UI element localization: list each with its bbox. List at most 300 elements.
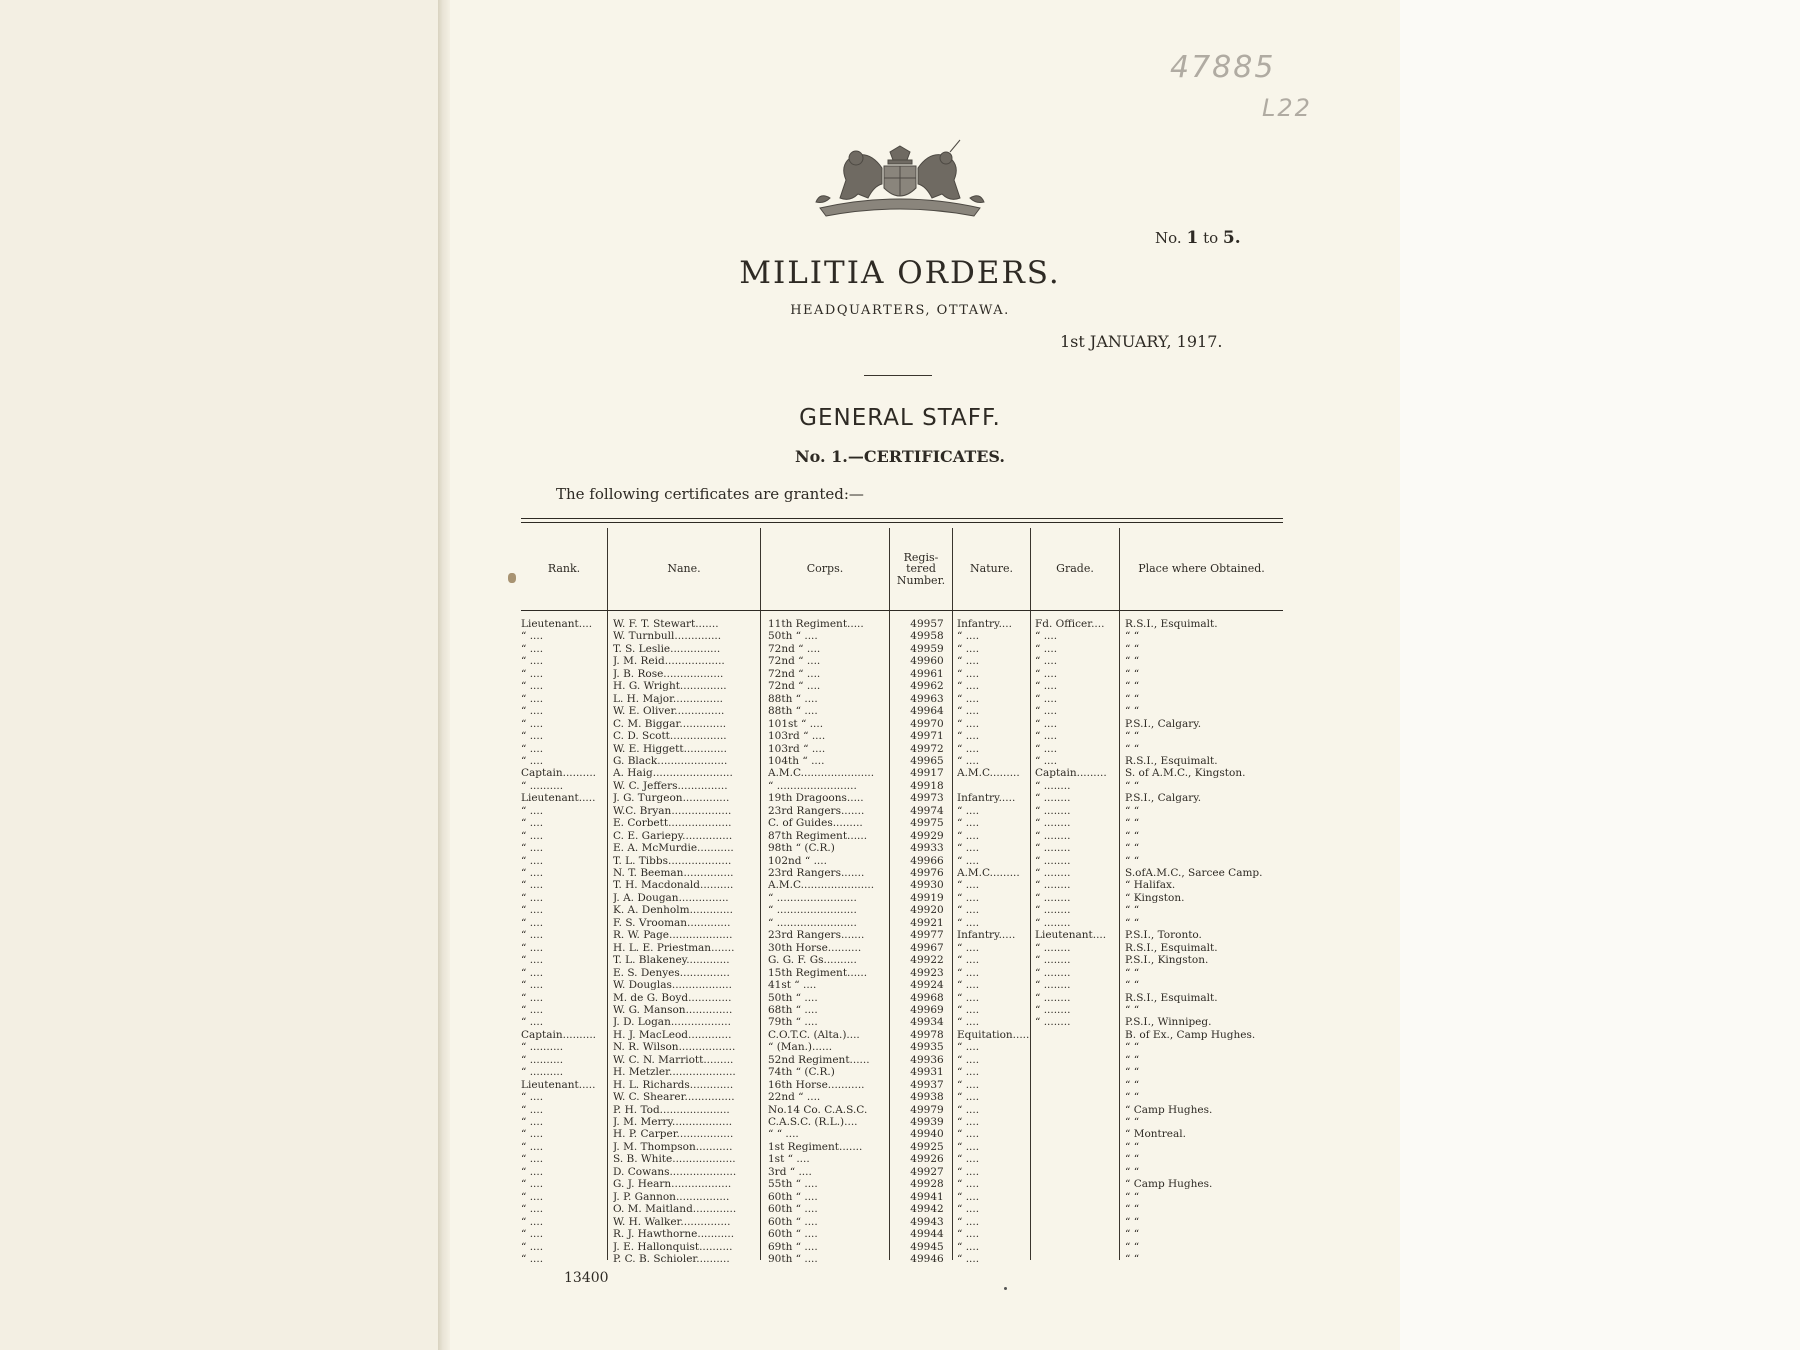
table-row bbox=[521, 992, 1283, 1004]
cell-name: G. Black..................... bbox=[613, 754, 728, 767]
table-row bbox=[521, 942, 1283, 954]
cell-grade: “ ........ bbox=[1035, 891, 1071, 904]
header-corps: Corps. bbox=[761, 528, 889, 611]
cell-corps: 60th “ .... bbox=[768, 1228, 818, 1241]
cell-nature: Infantry..... bbox=[957, 929, 1016, 942]
cell-nature: “ .... bbox=[957, 829, 980, 842]
cell-rank: “ .... bbox=[521, 941, 544, 954]
cell-corps: 72nd “ .... bbox=[768, 680, 821, 693]
cell-corps: 15th Regiment...... bbox=[768, 966, 868, 979]
cell-grade: “ ........ bbox=[1035, 979, 1071, 992]
cell-grade: “ .... bbox=[1035, 717, 1058, 730]
cell-name: W.C. Bryan.................. bbox=[613, 804, 732, 817]
cell-place: “ “ bbox=[1125, 667, 1140, 680]
cell-place: “ “ bbox=[1125, 904, 1140, 917]
cell-rank: “ .... bbox=[521, 1203, 544, 1216]
cell-registered-number: 49918 bbox=[910, 779, 944, 792]
cell-place: “ “ bbox=[1125, 1078, 1140, 1091]
cell-corps: 23rd Rangers....... bbox=[768, 804, 865, 817]
cell-registered-number: 49945 bbox=[910, 1240, 944, 1253]
table-row bbox=[521, 1128, 1283, 1140]
cell-name: M. de G. Boyd............. bbox=[613, 991, 732, 1004]
cell-corps: 60th “ .... bbox=[768, 1203, 818, 1216]
table-row bbox=[521, 879, 1283, 891]
cell-nature: “ .... bbox=[957, 1153, 980, 1166]
cell-name: N. R. Wilson................. bbox=[613, 1041, 736, 1054]
cell-grade: “ ........ bbox=[1035, 954, 1071, 967]
cell-name: J. E. Hallonquist.......... bbox=[613, 1240, 733, 1253]
cell-rank: “ .... bbox=[521, 929, 544, 942]
cell-registered-number: 49965 bbox=[910, 754, 944, 767]
cell-corps: 1st “ .... bbox=[768, 1153, 810, 1166]
cell-registered-number: 49919 bbox=[910, 891, 944, 904]
background-surface bbox=[1400, 0, 1800, 1350]
cell-name: W. E. Higgett............. bbox=[613, 742, 727, 755]
cell-registered-number: 49942 bbox=[910, 1203, 944, 1216]
cell-grade: “ ........ bbox=[1035, 779, 1071, 792]
cell-corps: 41st “ .... bbox=[768, 979, 817, 992]
table-row bbox=[521, 618, 1283, 630]
order-heading bbox=[690, 447, 1110, 466]
paper-speck bbox=[1004, 1287, 1007, 1290]
table-top-rule-inner bbox=[521, 522, 1283, 523]
table-row bbox=[521, 655, 1283, 667]
cell-registered-number: 49920 bbox=[910, 904, 944, 917]
cell-corps: 3rd “ .... bbox=[768, 1165, 812, 1178]
header-rank: Rank. bbox=[521, 528, 607, 611]
cell-registered-number: 49975 bbox=[910, 817, 944, 830]
left-blank-page bbox=[0, 0, 438, 1350]
paper-stain bbox=[508, 573, 516, 583]
cell-rank: Lieutenant..... bbox=[521, 1078, 596, 1091]
order-prefix: No. bbox=[795, 447, 826, 466]
cell-nature: “ .... bbox=[957, 655, 980, 668]
cell-rank: “ .... bbox=[521, 879, 544, 892]
cell-nature: “ .... bbox=[957, 1091, 980, 1104]
table-row bbox=[521, 743, 1283, 755]
cell-name: H. P. Carper................. bbox=[613, 1128, 734, 1141]
cell-corps: 1st Regiment....... bbox=[768, 1140, 863, 1153]
cell-rank: “ .... bbox=[521, 1003, 544, 1016]
cell-name: J. A. Dougan............... bbox=[613, 891, 729, 904]
table-row bbox=[521, 1066, 1283, 1078]
cell-place: “ Camp Hughes. bbox=[1125, 1178, 1213, 1191]
cell-nature: “ .... bbox=[957, 1240, 980, 1253]
cell-place: “ “ bbox=[1125, 779, 1140, 792]
issue-date: 1st JANUARY, 1917. bbox=[1060, 332, 1223, 351]
cell-name: W. H. Walker............... bbox=[613, 1215, 731, 1228]
cell-place: “ “ bbox=[1125, 642, 1140, 655]
cell-nature: “ .... bbox=[957, 717, 980, 730]
cell-rank: “ .... bbox=[521, 916, 544, 929]
cell-rank: “ .... bbox=[521, 991, 544, 1004]
cell-nature: A.M.C......... bbox=[957, 767, 1020, 780]
cell-corps: 103rd “ .... bbox=[768, 730, 826, 743]
cell-place: P.S.I., Calgary. bbox=[1125, 717, 1202, 730]
cell-rank: “ .... bbox=[521, 1140, 544, 1153]
cell-name: H. Metzler.................... bbox=[613, 1066, 736, 1079]
headquarters-line: HEADQUARTERS, OTTAWA. bbox=[790, 303, 1010, 318]
cell-name: P. C. B. Schioler.......... bbox=[613, 1252, 730, 1265]
cell-registered-number: 49967 bbox=[910, 941, 944, 954]
cell-corps: “ (Man.)...... bbox=[768, 1041, 833, 1054]
cell-place: “ “ bbox=[1125, 1240, 1140, 1253]
cell-nature: “ .... bbox=[957, 1128, 980, 1141]
cell-rank: “ .... bbox=[521, 966, 544, 979]
cell-registered-number: 49958 bbox=[910, 630, 944, 643]
cell-registered-number: 49925 bbox=[910, 1140, 944, 1153]
cell-corps: 72nd “ .... bbox=[768, 642, 821, 655]
cell-registered-number: 49973 bbox=[910, 792, 944, 805]
cell-grade: “ .... bbox=[1035, 754, 1058, 767]
cell-nature: Infantry.... bbox=[957, 618, 1012, 630]
cell-rank: “ .... bbox=[521, 1215, 544, 1228]
cell-rank: “ .... bbox=[521, 979, 544, 992]
cell-corps: 101st “ .... bbox=[768, 717, 824, 730]
cell-corps: 50th “ .... bbox=[768, 630, 818, 643]
cell-corps: “ ........................ bbox=[768, 904, 857, 917]
cell-corps: “ ........................ bbox=[768, 779, 857, 792]
cell-place: “ “ bbox=[1125, 1140, 1140, 1153]
cell-rank: “ .... bbox=[521, 1252, 544, 1265]
table-row bbox=[521, 1091, 1283, 1103]
cell-grade: Fd. Officer.... bbox=[1035, 618, 1105, 630]
cell-place: “ “ bbox=[1125, 1053, 1140, 1066]
cell-nature: “ .... bbox=[957, 817, 980, 830]
table-row bbox=[521, 805, 1283, 817]
cell-corps: 23rd Rangers....... bbox=[768, 867, 865, 879]
cell-registered-number: 49936 bbox=[910, 1053, 944, 1066]
cell-place: “ Montreal. bbox=[1125, 1128, 1186, 1141]
cell-name: J. M. Thompson........... bbox=[613, 1140, 733, 1153]
cell-rank: “ .... bbox=[521, 1190, 544, 1203]
cell-name: E. A. McMurdie........... bbox=[613, 842, 734, 855]
header-nature: Nature. bbox=[953, 528, 1030, 611]
cell-registered-number: 49943 bbox=[910, 1215, 944, 1228]
cell-registered-number: 49979 bbox=[910, 1103, 944, 1116]
cell-registered-number: 49924 bbox=[910, 979, 944, 992]
table-row bbox=[521, 718, 1283, 730]
cell-place: “ “ bbox=[1125, 817, 1140, 830]
cell-grade: “ ........ bbox=[1035, 792, 1071, 805]
table-row bbox=[521, 755, 1283, 767]
cell-rank: “ .... bbox=[521, 630, 544, 643]
header-name: Nane. bbox=[608, 528, 760, 611]
cell-corps: 98th “ (C.R.) bbox=[768, 842, 835, 855]
cell-registered-number: 49928 bbox=[910, 1178, 944, 1191]
cell-corps: “ ........................ bbox=[768, 916, 857, 929]
table-row bbox=[521, 1054, 1283, 1066]
cell-grade: “ .... bbox=[1035, 705, 1058, 718]
cell-place: “ “ bbox=[1125, 730, 1140, 743]
cell-name: D. Cowans.................... bbox=[613, 1165, 737, 1178]
cell-corps: 11th Regiment..... bbox=[768, 618, 864, 630]
cell-rank: “ .... bbox=[521, 867, 544, 879]
cell-nature: “ .... bbox=[957, 1003, 980, 1016]
cell-corps: No.14 Co. C.A.S.C. bbox=[768, 1103, 868, 1116]
cell-place: “ “ bbox=[1125, 1228, 1140, 1241]
cell-corps: 50th “ .... bbox=[768, 991, 818, 1004]
cell-corps: C.A.S.C. (R.L.).... bbox=[768, 1116, 858, 1128]
cell-nature: “ .... bbox=[957, 1066, 980, 1079]
intro-sentence: The following certificates are granted:— bbox=[556, 485, 864, 503]
table-row bbox=[521, 730, 1283, 742]
cell-name: S. B. White................... bbox=[613, 1153, 736, 1166]
cell-registered-number: 49937 bbox=[910, 1078, 944, 1091]
cell-name: N. T. Beeman............... bbox=[613, 867, 734, 879]
cell-registered-number: 49938 bbox=[910, 1091, 944, 1104]
cell-corps: 88th “ .... bbox=[768, 705, 818, 718]
cell-grade: Captain......... bbox=[1035, 767, 1107, 780]
numbers-to: 5. bbox=[1222, 228, 1241, 248]
pencil-note-number: 47885 bbox=[1170, 50, 1276, 85]
cell-place: R.S.I., Esquimalt. bbox=[1125, 941, 1218, 954]
cell-name: W. F. T. Stewart....... bbox=[613, 618, 719, 630]
cell-name: H. G. Wright.............. bbox=[613, 680, 727, 693]
table-row bbox=[521, 1041, 1283, 1053]
cell-rank: “ .... bbox=[521, 667, 544, 680]
cell-corps: 88th “ .... bbox=[768, 692, 818, 705]
table-row bbox=[521, 668, 1283, 680]
cell-corps: G. G. F. Gs.......... bbox=[768, 954, 857, 967]
cell-corps: 19th Dragoons..... bbox=[768, 792, 864, 805]
table-row bbox=[521, 1153, 1283, 1165]
cell-nature: “ .... bbox=[957, 705, 980, 718]
cell-corps: 60th “ .... bbox=[768, 1190, 818, 1203]
cell-rank: “ .... bbox=[521, 1165, 544, 1178]
cell-name: C. M. Biggar.............. bbox=[613, 717, 727, 730]
cell-grade: Lieutenant.... bbox=[1035, 929, 1107, 942]
cell-registered-number: 49957 bbox=[910, 618, 944, 630]
cell-registered-number: 49923 bbox=[910, 966, 944, 979]
numbers-to-word: to bbox=[1203, 229, 1219, 247]
table-row bbox=[521, 1166, 1283, 1178]
cell-name: E. S. Denyes............... bbox=[613, 966, 730, 979]
cell-rank: “ .... bbox=[521, 1091, 544, 1104]
cell-registered-number: 49927 bbox=[910, 1165, 944, 1178]
cell-place: P.S.I., Winnipeg. bbox=[1125, 1016, 1212, 1029]
table-row bbox=[521, 892, 1283, 904]
cell-corps: 72nd “ .... bbox=[768, 667, 821, 680]
cell-name: L. H. Major............... bbox=[613, 692, 723, 705]
cell-nature: “ .... bbox=[957, 979, 980, 992]
cell-name: F. S. Vrooman............. bbox=[613, 916, 731, 929]
cell-registered-number: 49969 bbox=[910, 1003, 944, 1016]
table-row bbox=[521, 767, 1283, 779]
cell-name: R. W. Page................... bbox=[613, 929, 733, 942]
numbers-prefix: No. bbox=[1155, 229, 1182, 247]
cell-nature: “ .... bbox=[957, 1116, 980, 1128]
cell-nature: “ .... bbox=[957, 742, 980, 755]
cell-nature: “ .... bbox=[957, 966, 980, 979]
cell-name: J. P. Gannon................ bbox=[613, 1190, 730, 1203]
cell-rank: “ .......... bbox=[521, 1053, 564, 1066]
cell-place: “ “ bbox=[1125, 1190, 1140, 1203]
cell-corps: 16th Horse........... bbox=[768, 1078, 865, 1091]
cell-place: “ “ bbox=[1125, 680, 1140, 693]
cell-place: “ “ bbox=[1125, 655, 1140, 668]
cell-corps: 52nd Regiment...... bbox=[768, 1053, 870, 1066]
cell-rank: “ .... bbox=[521, 655, 544, 668]
cell-place: “ “ bbox=[1125, 742, 1140, 755]
cell-name: H. J. MacLeod............. bbox=[613, 1028, 732, 1041]
page-number: 13400 bbox=[564, 1270, 609, 1286]
cell-nature: “ .... bbox=[957, 1016, 980, 1029]
cell-corps: 30th Horse.......... bbox=[768, 941, 862, 954]
cell-grade: “ ........ bbox=[1035, 941, 1071, 954]
cell-nature: “ .... bbox=[957, 692, 980, 705]
cell-corps: A.M.C...................... bbox=[768, 879, 875, 892]
cell-corps: “ ........................ bbox=[768, 891, 857, 904]
cell-registered-number: 49966 bbox=[910, 854, 944, 867]
cell-corps: 69th “ .... bbox=[768, 1240, 818, 1253]
cell-rank: “ .... bbox=[521, 804, 544, 817]
table-row bbox=[521, 1079, 1283, 1091]
table-row bbox=[521, 830, 1283, 842]
cell-rank: “ .... bbox=[521, 842, 544, 855]
cell-registered-number: 49977 bbox=[910, 929, 944, 942]
document-title: MILITIA ORDERS. bbox=[739, 255, 1061, 291]
cell-rank: “ .......... bbox=[521, 1041, 564, 1054]
cell-registered-number: 49929 bbox=[910, 829, 944, 842]
cell-name: C. D. Scott................. bbox=[613, 730, 727, 743]
cell-name: W. E. Oliver............... bbox=[613, 705, 725, 718]
cell-nature: “ .... bbox=[957, 1053, 980, 1066]
cell-place: “ Kingston. bbox=[1125, 891, 1185, 904]
cell-grade: “ ........ bbox=[1035, 829, 1071, 842]
cell-corps: 60th “ .... bbox=[768, 1215, 818, 1228]
cell-nature: “ .... bbox=[957, 1203, 980, 1216]
table-row bbox=[521, 842, 1283, 854]
cell-nature: “ .... bbox=[957, 891, 980, 904]
table-row bbox=[521, 1203, 1283, 1215]
cell-grade: “ ........ bbox=[1035, 966, 1071, 979]
cell-nature: A.M.C......... bbox=[957, 867, 1020, 879]
cell-name: J. M. Merry.................. bbox=[613, 1116, 733, 1128]
title-divider bbox=[864, 375, 932, 376]
cell-corps: C. of Guides......... bbox=[768, 817, 863, 830]
cell-corps: 23rd Rangers....... bbox=[768, 929, 865, 942]
pencil-note-code: L22 bbox=[1262, 94, 1312, 122]
cell-rank: Lieutenant.... bbox=[521, 618, 593, 630]
cell-name: A. Haig........................ bbox=[613, 767, 733, 780]
table-row bbox=[521, 954, 1283, 966]
cell-name: J. G. Turgeon.............. bbox=[613, 792, 730, 805]
table-row bbox=[521, 855, 1283, 867]
cell-rank: “ .... bbox=[521, 1128, 544, 1141]
cell-registered-number: 49917 bbox=[910, 767, 944, 780]
cell-grade: “ .... bbox=[1035, 692, 1058, 705]
royal-coat-of-arms-icon bbox=[800, 138, 1000, 223]
cell-place: “ “ bbox=[1125, 692, 1140, 705]
cell-name: T. L. Blakeney............. bbox=[613, 954, 730, 967]
cell-place: “ “ bbox=[1125, 1153, 1140, 1166]
cell-nature: “ .... bbox=[957, 1215, 980, 1228]
cell-rank: “ .... bbox=[521, 754, 544, 767]
cell-registered-number: 49962 bbox=[910, 680, 944, 693]
cell-grade: “ .... bbox=[1035, 730, 1058, 743]
cell-place: R.S.I., Esquimalt. bbox=[1125, 618, 1218, 630]
cell-nature: “ .... bbox=[957, 804, 980, 817]
cell-rank: “ .... bbox=[521, 891, 544, 904]
cell-registered-number: 49939 bbox=[910, 1116, 944, 1128]
cell-place: P.S.I., Toronto. bbox=[1125, 929, 1202, 942]
cell-registered-number: 49921 bbox=[910, 916, 944, 929]
cell-registered-number: 49935 bbox=[910, 1041, 944, 1054]
table-top-rule bbox=[521, 518, 1283, 519]
cell-place: “ “ bbox=[1125, 1215, 1140, 1228]
cell-place: “ Camp Hughes. bbox=[1125, 1103, 1213, 1116]
cell-nature: “ .... bbox=[957, 1190, 980, 1203]
table-row bbox=[521, 643, 1283, 655]
cell-place: S. of A.M.C., Kingston. bbox=[1125, 767, 1246, 780]
cell-nature: “ .... bbox=[957, 680, 980, 693]
cell-nature: “ .... bbox=[957, 1078, 980, 1091]
header-grade: Grade. bbox=[1031, 528, 1119, 611]
table-row bbox=[521, 1191, 1283, 1203]
cell-grade: “ .... bbox=[1035, 680, 1058, 693]
cell-name: W. Douglas.................. bbox=[613, 979, 732, 992]
cell-registered-number: 49941 bbox=[910, 1190, 944, 1203]
cell-rank: “ .... bbox=[521, 1016, 544, 1029]
cell-place: R.S.I., Esquimalt. bbox=[1125, 754, 1218, 767]
cell-nature: “ .... bbox=[957, 904, 980, 917]
cell-grade: “ ........ bbox=[1035, 1016, 1071, 1029]
cell-grade: “ ........ bbox=[1035, 916, 1071, 929]
cell-name: G. J. Hearn.................. bbox=[613, 1178, 732, 1191]
cell-registered-number: 49959 bbox=[910, 642, 944, 655]
cell-nature: “ .... bbox=[957, 854, 980, 867]
cell-nature: “ .... bbox=[957, 1140, 980, 1153]
cell-nature: “ .... bbox=[957, 954, 980, 967]
cell-corps: 74th “ (C.R.) bbox=[768, 1066, 835, 1079]
cell-rank: “ .... bbox=[521, 742, 544, 755]
table-row bbox=[521, 1104, 1283, 1116]
cell-registered-number: 49964 bbox=[910, 705, 944, 718]
cell-name: W. C. Jeffers............... bbox=[613, 779, 728, 792]
cell-grade: “ ........ bbox=[1035, 804, 1071, 817]
cell-place: “ “ bbox=[1125, 916, 1140, 929]
cell-rank: “ .... bbox=[521, 1178, 544, 1191]
cell-place: “ “ bbox=[1125, 705, 1140, 718]
cell-name: O. M. Maitland............. bbox=[613, 1203, 737, 1216]
cell-nature: “ .... bbox=[957, 991, 980, 1004]
cell-rank: “ .... bbox=[521, 692, 544, 705]
cell-rank: “ .... bbox=[521, 680, 544, 693]
cell-corps: A.M.C...................... bbox=[768, 767, 875, 780]
cell-name: W. C. N. Marriott......... bbox=[613, 1053, 734, 1066]
cell-nature: Infantry..... bbox=[957, 792, 1016, 805]
cell-corps: C.O.T.C. (Alta.).... bbox=[768, 1028, 860, 1041]
cell-name: H. L. Richards............. bbox=[613, 1078, 734, 1091]
cell-name: R. J. Hawthorne........... bbox=[613, 1228, 735, 1241]
cell-rank: “ .......... bbox=[521, 779, 564, 792]
cell-nature: “ .... bbox=[957, 730, 980, 743]
table-row bbox=[521, 929, 1283, 941]
cell-registered-number: 49934 bbox=[910, 1016, 944, 1029]
cell-corps: 90th “ .... bbox=[768, 1252, 818, 1265]
cell-name: W. Turnbull.............. bbox=[613, 630, 722, 643]
cell-place: “ “ bbox=[1125, 1203, 1140, 1216]
cell-place: “ “ bbox=[1125, 1066, 1140, 1079]
cell-name: J. M. Reid.................. bbox=[613, 655, 725, 668]
cell-registered-number: 49961 bbox=[910, 667, 944, 680]
cell-grade: “ .... bbox=[1035, 630, 1058, 643]
table-row bbox=[521, 1141, 1283, 1153]
cell-registered-number: 49970 bbox=[910, 717, 944, 730]
cell-nature: “ .... bbox=[957, 630, 980, 643]
cell-rank: Captain.......... bbox=[521, 1028, 596, 1041]
